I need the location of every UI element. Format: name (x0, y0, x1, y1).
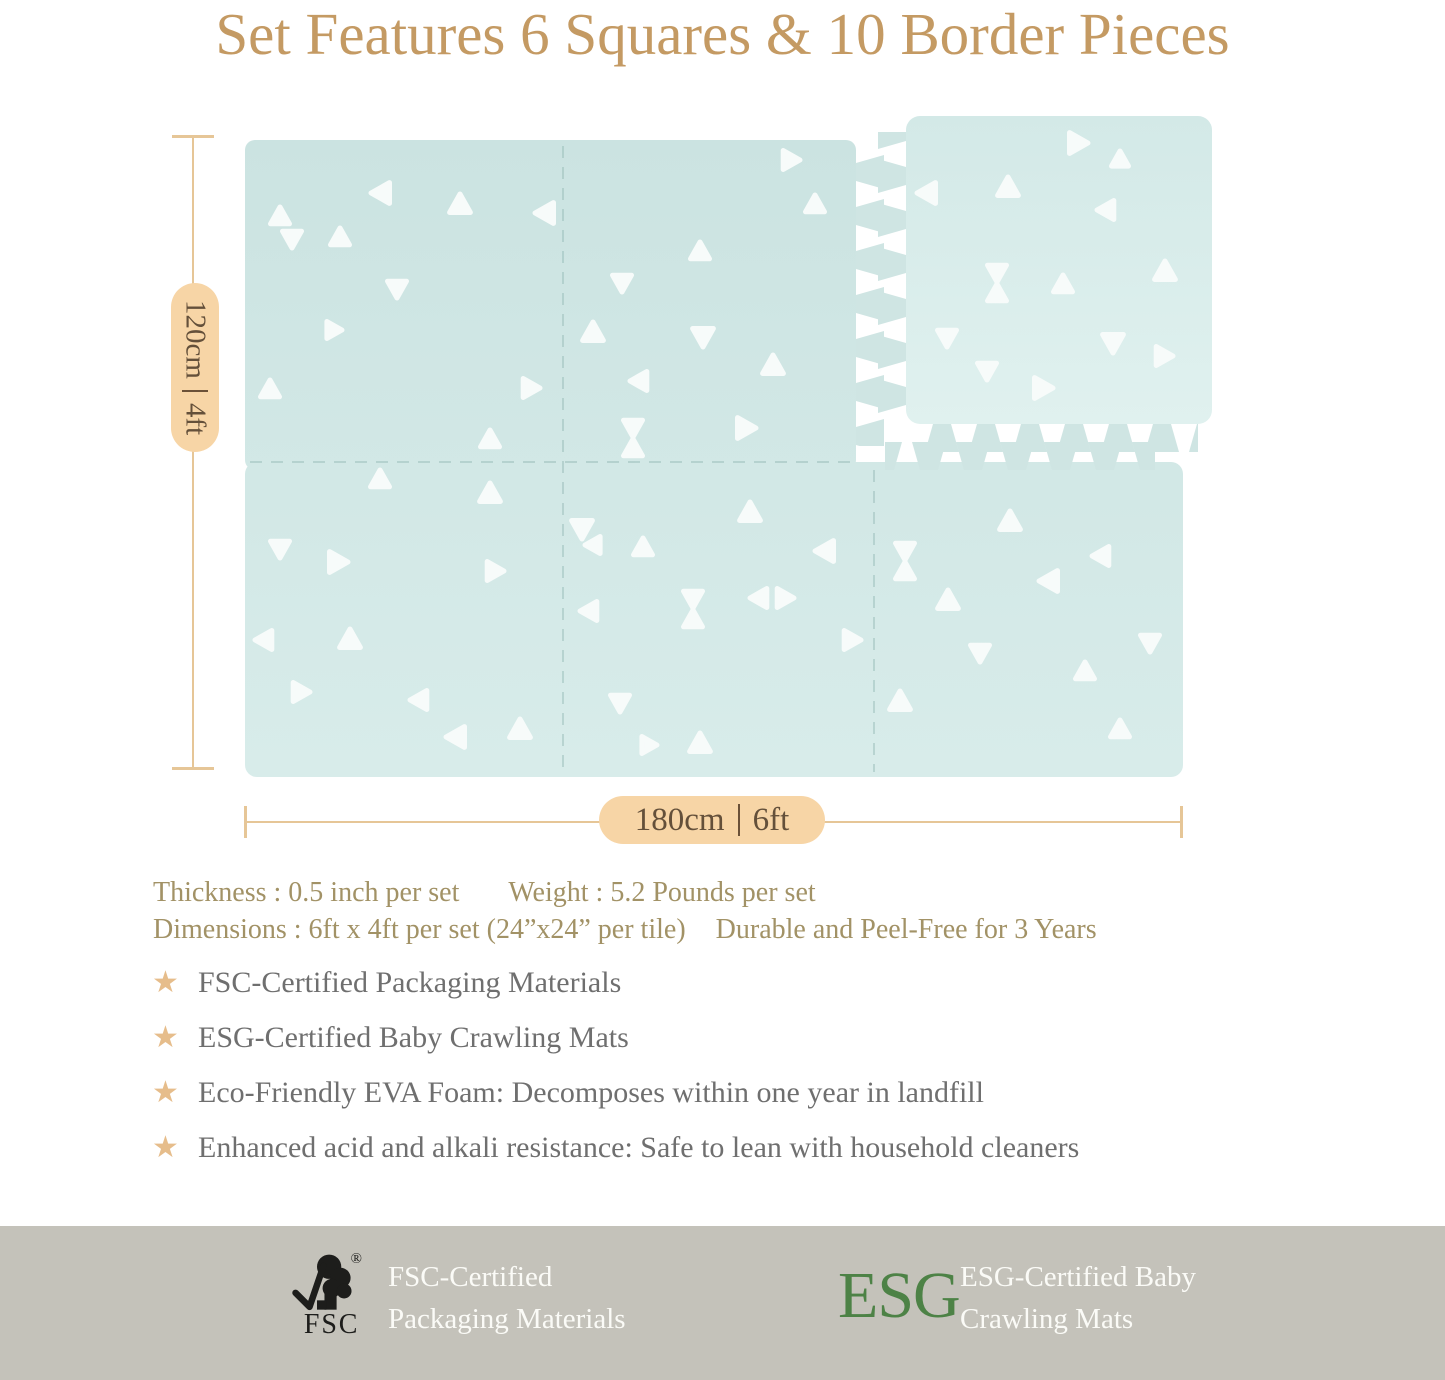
feature-text: Eco-Friendly EVA Foam: Decomposes within one year in landfill (198, 1076, 984, 1109)
fsc-caption (388, 1256, 626, 1340)
label-divider (182, 390, 208, 392)
esg-caption (960, 1256, 1196, 1340)
spec-thickness: Thickness : 0.5 inch per set (153, 877, 460, 908)
spec-summary (153, 874, 1097, 948)
height-cm-value: 120cm (179, 299, 212, 379)
star-icon: ★ (152, 1021, 179, 1054)
feature-text: ESG-Certified Baby Crawling Mats (198, 1021, 629, 1054)
registered-mark: ® (350, 1251, 362, 1267)
height-ft-value: 4ft (179, 402, 212, 436)
fsc-logo (289, 1243, 373, 1339)
fsc-caption-line2: Packaging Materials (388, 1303, 626, 1335)
feature-list (152, 966, 1079, 1186)
feature-text: FSC-Certified Packaging Materials (198, 966, 622, 999)
width-dimension-cap-left (244, 806, 247, 838)
feature-text: Enhanced acid and alkali resistance: Safe to lean with household cleaners (198, 1131, 1080, 1164)
height-dimension-line (192, 137, 194, 769)
width-ft-value: 6ft (752, 801, 790, 838)
spec-weight: Weight : 5.2 Pounds per set (508, 877, 816, 908)
spec-durability: Durable and Peel-Free for 3 Years (715, 914, 1097, 945)
height-dimension-cap-bottom (172, 767, 214, 770)
fsc-caption-line1: FSC-Certified (388, 1261, 553, 1293)
mat-bottom-section (245, 462, 1183, 777)
spec-row (153, 874, 1097, 911)
esg-caption-line1: ESG-Certified Baby (960, 1261, 1196, 1293)
star-icon: ★ (152, 1131, 179, 1164)
tile-left-teeth (872, 132, 906, 414)
label-divider (738, 804, 740, 836)
mat-top-left-section (245, 140, 856, 470)
detached-border-tile (872, 116, 1212, 458)
spec-dimensions: Dimensions : 6ft x 4ft per set (24”x24” per tile) (153, 914, 686, 945)
list-item (152, 966, 1079, 1000)
page-title: Set Features 6 Squares & 10 Border Pieces (215, 1, 1230, 67)
esg-logo-text: ESG (838, 1259, 960, 1332)
spec-row (153, 911, 1097, 948)
height-dimension-label (171, 283, 219, 452)
width-cm-value: 180cm (634, 801, 725, 838)
width-dimension-cap-right (1180, 806, 1183, 838)
list-item (152, 1021, 1079, 1055)
tile-bottom-teeth (920, 424, 1198, 458)
esg-caption-line2: Crawling Mats (960, 1303, 1134, 1335)
height-dimension-cap-top (172, 135, 214, 138)
star-icon: ★ (152, 966, 179, 999)
fsc-logo-text: FSC (303, 1309, 360, 1339)
certification-bar (0, 1226, 1445, 1380)
list-item (152, 1076, 1079, 1110)
star-icon: ★ (152, 1076, 179, 1109)
width-dimension-label (599, 796, 825, 844)
list-item (152, 1131, 1079, 1165)
